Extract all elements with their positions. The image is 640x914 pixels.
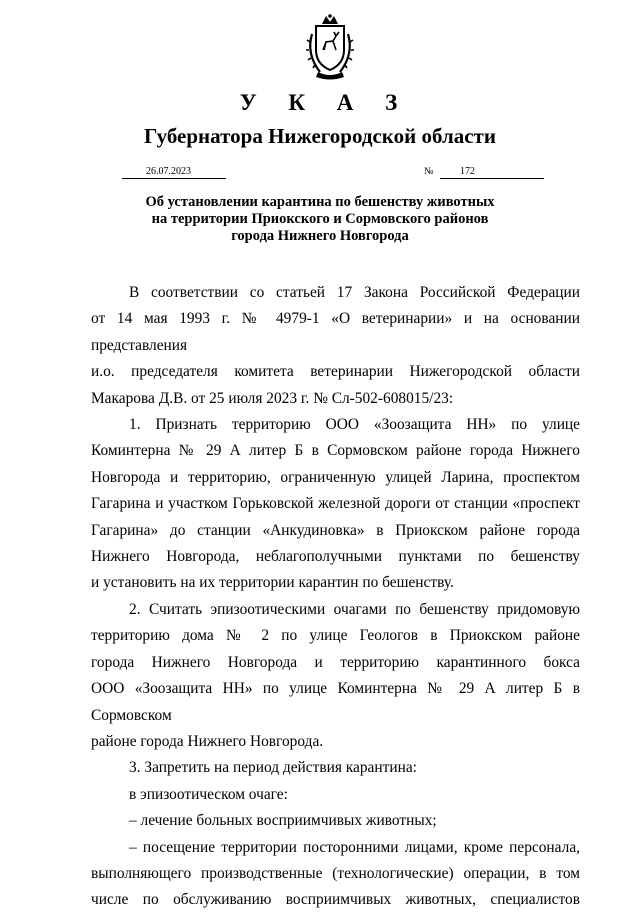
heading-line: на территории Приокского и Сормовского районов (151, 211, 489, 227)
document-date: 26.07.2023 (122, 166, 226, 179)
body-line: Коминтерна № 29 А литер Б в Сормовском районе города Нижнего (91, 442, 580, 460)
body-line: Нижнего Новгорода, неблагополучными пунктами по бешенству (91, 548, 580, 566)
document-body (91, 280, 580, 914)
body-line: 1. Признать территорию ООО «Зоозащита НН» по улице (129, 416, 580, 434)
heading-line: Об установлении карантина по бешенству животных (145, 194, 495, 210)
body-line: выполняющего производственные (технологические) операции, в том (91, 864, 580, 882)
body-line: числе по обслуживанию восприимчивых животных, специалистов (91, 891, 580, 909)
body-line: 3. Запретить на период действия карантина: (129, 759, 417, 777)
body-line: 2. Считать эпизоотическими очагами по бешенству придомовую (129, 600, 580, 618)
body-line: и.о. председателя комитета ветеринарии Нижегородской области (91, 363, 580, 381)
body-line: в эпизоотическом очаге: (129, 785, 288, 803)
body-line: территорию дома № 2 по улице Геологов в Приокском районе (91, 627, 580, 645)
body-line: – посещение территории посторонними лицами, кроме персонала, (129, 838, 580, 856)
heading-line: города Нижнего Новгорода (231, 228, 409, 244)
body-line: Новгорода и территорию, ограниченную улицей Ларина, проспектом (91, 468, 580, 486)
body-line: от 14 мая 1993 г. № 4979-1 «О ветеринарии» и на основании представления (91, 310, 580, 354)
document-number-label: № (424, 166, 434, 177)
body-line: Гагарина» до станции «Анкудиновка» в Приокском районе города (91, 521, 580, 539)
document-number: 172 (440, 166, 544, 179)
coat-of-arms-icon (300, 14, 360, 80)
document-title: У К А З (239, 90, 411, 115)
body-line: Макарова Д.В. от 25 июля 2023 г. № Сл-502-608015/23: (91, 389, 454, 407)
document-heading (0, 194, 640, 245)
body-line: ООО «Зоозащита НН» по улице Коминтерна № 29 А литер Б в Сормовском (91, 680, 580, 724)
body-line: и установить на их территории карантин по бешенству. (91, 574, 454, 592)
document-subtitle: Губернатора Нижегородской области (144, 124, 496, 148)
body-line: Гагарина и участком Горьковской железной дороги от станции «проспект (91, 495, 580, 513)
body-line: районе города Нижнего Новгорода. (91, 732, 324, 750)
body-line: – лечение больных восприимчивых животных; (129, 812, 437, 830)
body-line: города Нижнего Новгорода и территорию карантинного бокса (91, 653, 580, 671)
body-line: В соответствии со статьей 17 Закона Российской Федерации (129, 284, 580, 301)
